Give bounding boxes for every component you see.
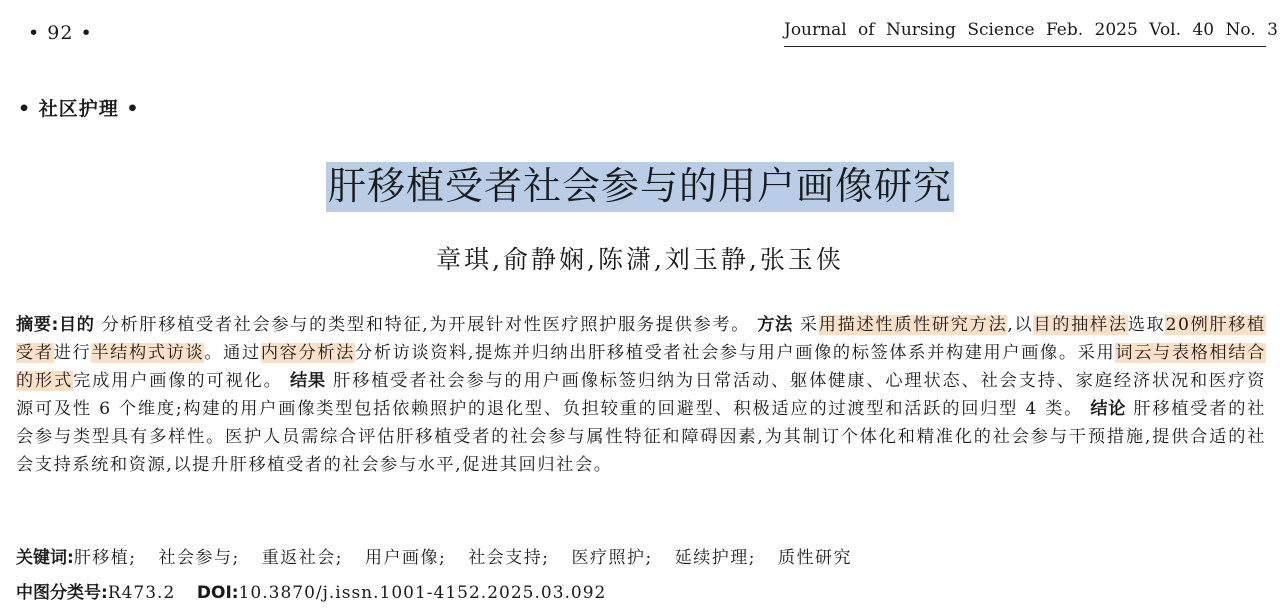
- highlight[interactable]: 词云与表格相结合的形式: [16, 343, 1266, 391]
- volume: Vol. 40: [1149, 20, 1215, 40]
- highlight[interactable]: 20例肝移植受者: [16, 315, 1266, 363]
- keyword: 肝移植;: [73, 548, 137, 568]
- methods-text: 完成用户画像的可视化。: [73, 371, 283, 391]
- conclusion-label: 结论: [1090, 399, 1127, 419]
- keyword: 质性研究: [777, 548, 852, 568]
- results-label: 结果: [289, 371, 326, 391]
- author-list: 章琪,俞静娴,陈潇,刘玉静,张玉侠: [436, 245, 844, 274]
- abstract: [16, 311, 1266, 479]
- clc-code: R473.2: [107, 583, 176, 603]
- methods-label: 方法: [757, 315, 793, 335]
- highlight[interactable]: 用描述性质性研究方法: [818, 315, 1008, 335]
- keyword: 社会参与;: [158, 548, 240, 568]
- methods-text: ,以: [1007, 315, 1034, 335]
- page-number: • 92 •: [28, 22, 93, 44]
- highlight[interactable]: 半结构式访谈: [91, 343, 205, 363]
- keyword: 医疗照护;: [571, 548, 653, 568]
- methods-text: 采: [799, 315, 819, 335]
- keyword: 用户画像;: [365, 548, 447, 568]
- conclusion-text: 肝移植受者的社会参与类型具有多样性。医护人员需综合评估肝移植受者的社会参与属性特征和障碍因素,为其制订个体化和精准化的社会参与干预措施,提供合适的社会支持系统和资源,以提升肝移植受者的社会参与水平,促进其回归社会。: [16, 399, 1266, 475]
- doi-label: DOI:: [196, 583, 239, 603]
- header-rule: [784, 46, 1266, 47]
- keyword: 重返社会;: [261, 548, 344, 568]
- running-header: [784, 20, 1278, 40]
- journal-name: Journal of Nursing Science: [784, 20, 1035, 40]
- paper-title[interactable]: 肝移植受者社会参与的用户画像研究: [326, 162, 954, 212]
- classification-line: [16, 578, 606, 603]
- results-text: 肝移植受者社会参与的用户画像标签归纳为日常活动、躯体健康、心理状态、社会支持、家庭经济状况和医疗资源可及性 6 个维度;构建的用户画像类型包括依赖照护的退化型、负担较重的回避型、积极适应的过渡型和活跃的回归型 4 类。: [16, 371, 1266, 419]
- issue-number: No. 3: [1225, 20, 1278, 40]
- methods-text: 。通过: [204, 343, 261, 363]
- highlight[interactable]: 内容分析法: [260, 343, 356, 363]
- keywords-label: 关键词:: [16, 548, 74, 568]
- objective-label: 目的: [58, 315, 95, 335]
- keywords: [16, 543, 874, 568]
- doi-value[interactable]: 10.3870/j.issn.1001-4152.2025.03.092: [238, 583, 607, 603]
- highlight[interactable]: 目的抽样法: [1033, 315, 1128, 335]
- objective-text: 分析肝移植受者社会参与的类型和特征,为开展针对性医疗照护服务提供参考。: [101, 315, 751, 335]
- section-label: • 社区护理 •: [18, 98, 140, 120]
- keyword: 延续护理;: [674, 548, 756, 568]
- methods-text: 选取: [1127, 315, 1166, 335]
- issue-date: Feb. 2025: [1045, 20, 1138, 40]
- abstract-label: 摘要:: [16, 315, 59, 335]
- keyword: 社会支持;: [468, 548, 550, 568]
- clc-label: 中图分类号:: [16, 583, 108, 603]
- methods-text: 分析访谈资料,提炼并归纳出肝移植受者社会参与用户画像的标签体系并构建用户画像。采用: [355, 343, 1116, 363]
- methods-text: 进行: [53, 343, 92, 363]
- title-block: [0, 155, 1280, 210]
